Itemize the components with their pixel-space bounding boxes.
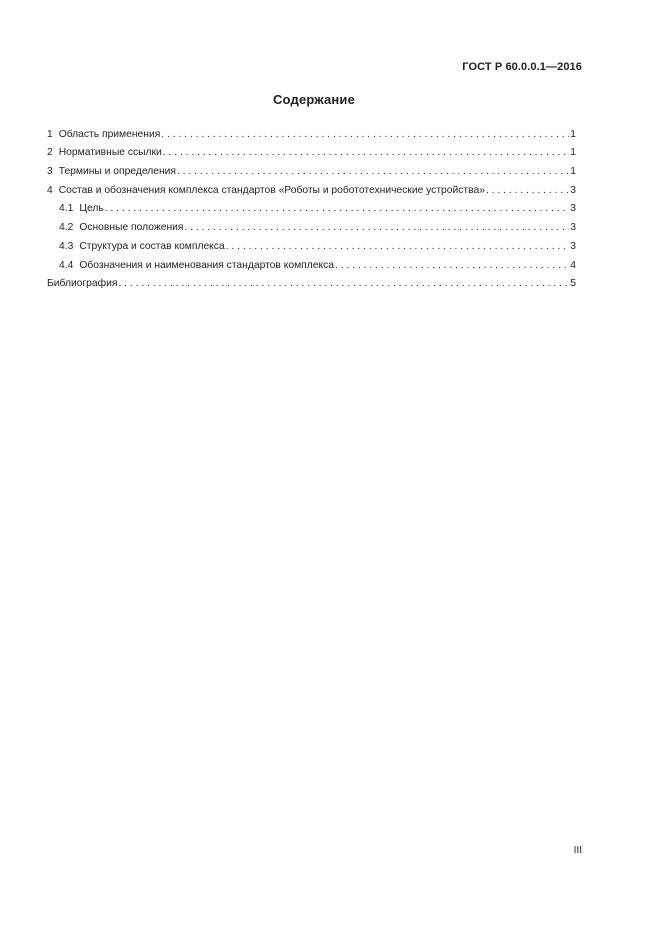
toc-leader-dots <box>335 260 569 272</box>
toc-entry-number: 4.3 <box>59 240 74 252</box>
toc-leader-dots <box>486 185 569 197</box>
toc-entry-number: 4.1 <box>59 203 74 215</box>
toc-entry-2[interactable] <box>47 141 576 160</box>
toc-entry-1[interactable] <box>47 122 576 141</box>
toc-entry-number: 1 <box>47 128 53 140</box>
toc-entry-page: 4 <box>570 259 576 271</box>
table-of-contents <box>47 122 576 290</box>
toc-entry-page: 3 <box>570 203 576 215</box>
toc-leader-dots <box>118 278 569 290</box>
toc-entry-title: Цель <box>79 203 104 215</box>
toc-entry-4-3[interactable] <box>47 234 576 253</box>
toc-entry-page: 3 <box>570 184 576 196</box>
toc-entry-4-2[interactable] <box>47 215 576 234</box>
toc-leader-dots <box>184 222 569 234</box>
toc-entry-title: Термины и определения <box>58 166 176 178</box>
toc-entry-number: 2 <box>47 147 53 159</box>
page-number: III <box>573 845 582 856</box>
toc-leader-dots <box>105 203 570 215</box>
toc-entry-title: Обозначения и наименования стандартов комплекса <box>79 259 334 271</box>
toc-entry-4[interactable] <box>47 178 576 197</box>
toc-entry-page: 1 <box>570 147 576 159</box>
toc-leader-dots <box>177 166 569 178</box>
toc-entry-number: 4 <box>47 184 53 196</box>
toc-entry-title: Область применения <box>58 128 161 140</box>
toc-entry-number: 3 <box>47 166 53 178</box>
toc-entry-3[interactable] <box>47 159 576 178</box>
toc-entry-4-1[interactable] <box>47 197 576 216</box>
document-code: ГОСТ Р 60.0.0.1—2016 <box>462 61 582 73</box>
toc-leader-dots <box>226 241 570 253</box>
toc-entry-4-4[interactable] <box>47 253 576 272</box>
toc-entry-page: 5 <box>570 278 576 290</box>
toc-entry-title: Библиография <box>47 278 118 290</box>
toc-entry-title: Основные положения <box>79 222 184 234</box>
toc-entry-bibliography[interactable] <box>47 272 576 291</box>
toc-leader-dots <box>161 129 569 141</box>
toc-entry-title: Состав и обозначения комплекса стандартов «Роботы и робототехнические устройства» <box>58 184 485 196</box>
toc-entry-page: 3 <box>570 240 576 252</box>
toc-entry-page: 1 <box>570 128 576 140</box>
toc-entry-number: 4.2 <box>59 222 74 234</box>
toc-title: Содержание <box>272 92 356 107</box>
toc-leader-dots <box>163 147 569 159</box>
toc-entry-page: 1 <box>570 166 576 178</box>
toc-entry-title: Нормативные ссылки <box>58 147 162 159</box>
toc-entry-title: Структура и состав комплекса <box>79 240 225 252</box>
toc-entry-number: 4.4 <box>59 259 74 271</box>
toc-entry-page: 3 <box>570 222 576 234</box>
